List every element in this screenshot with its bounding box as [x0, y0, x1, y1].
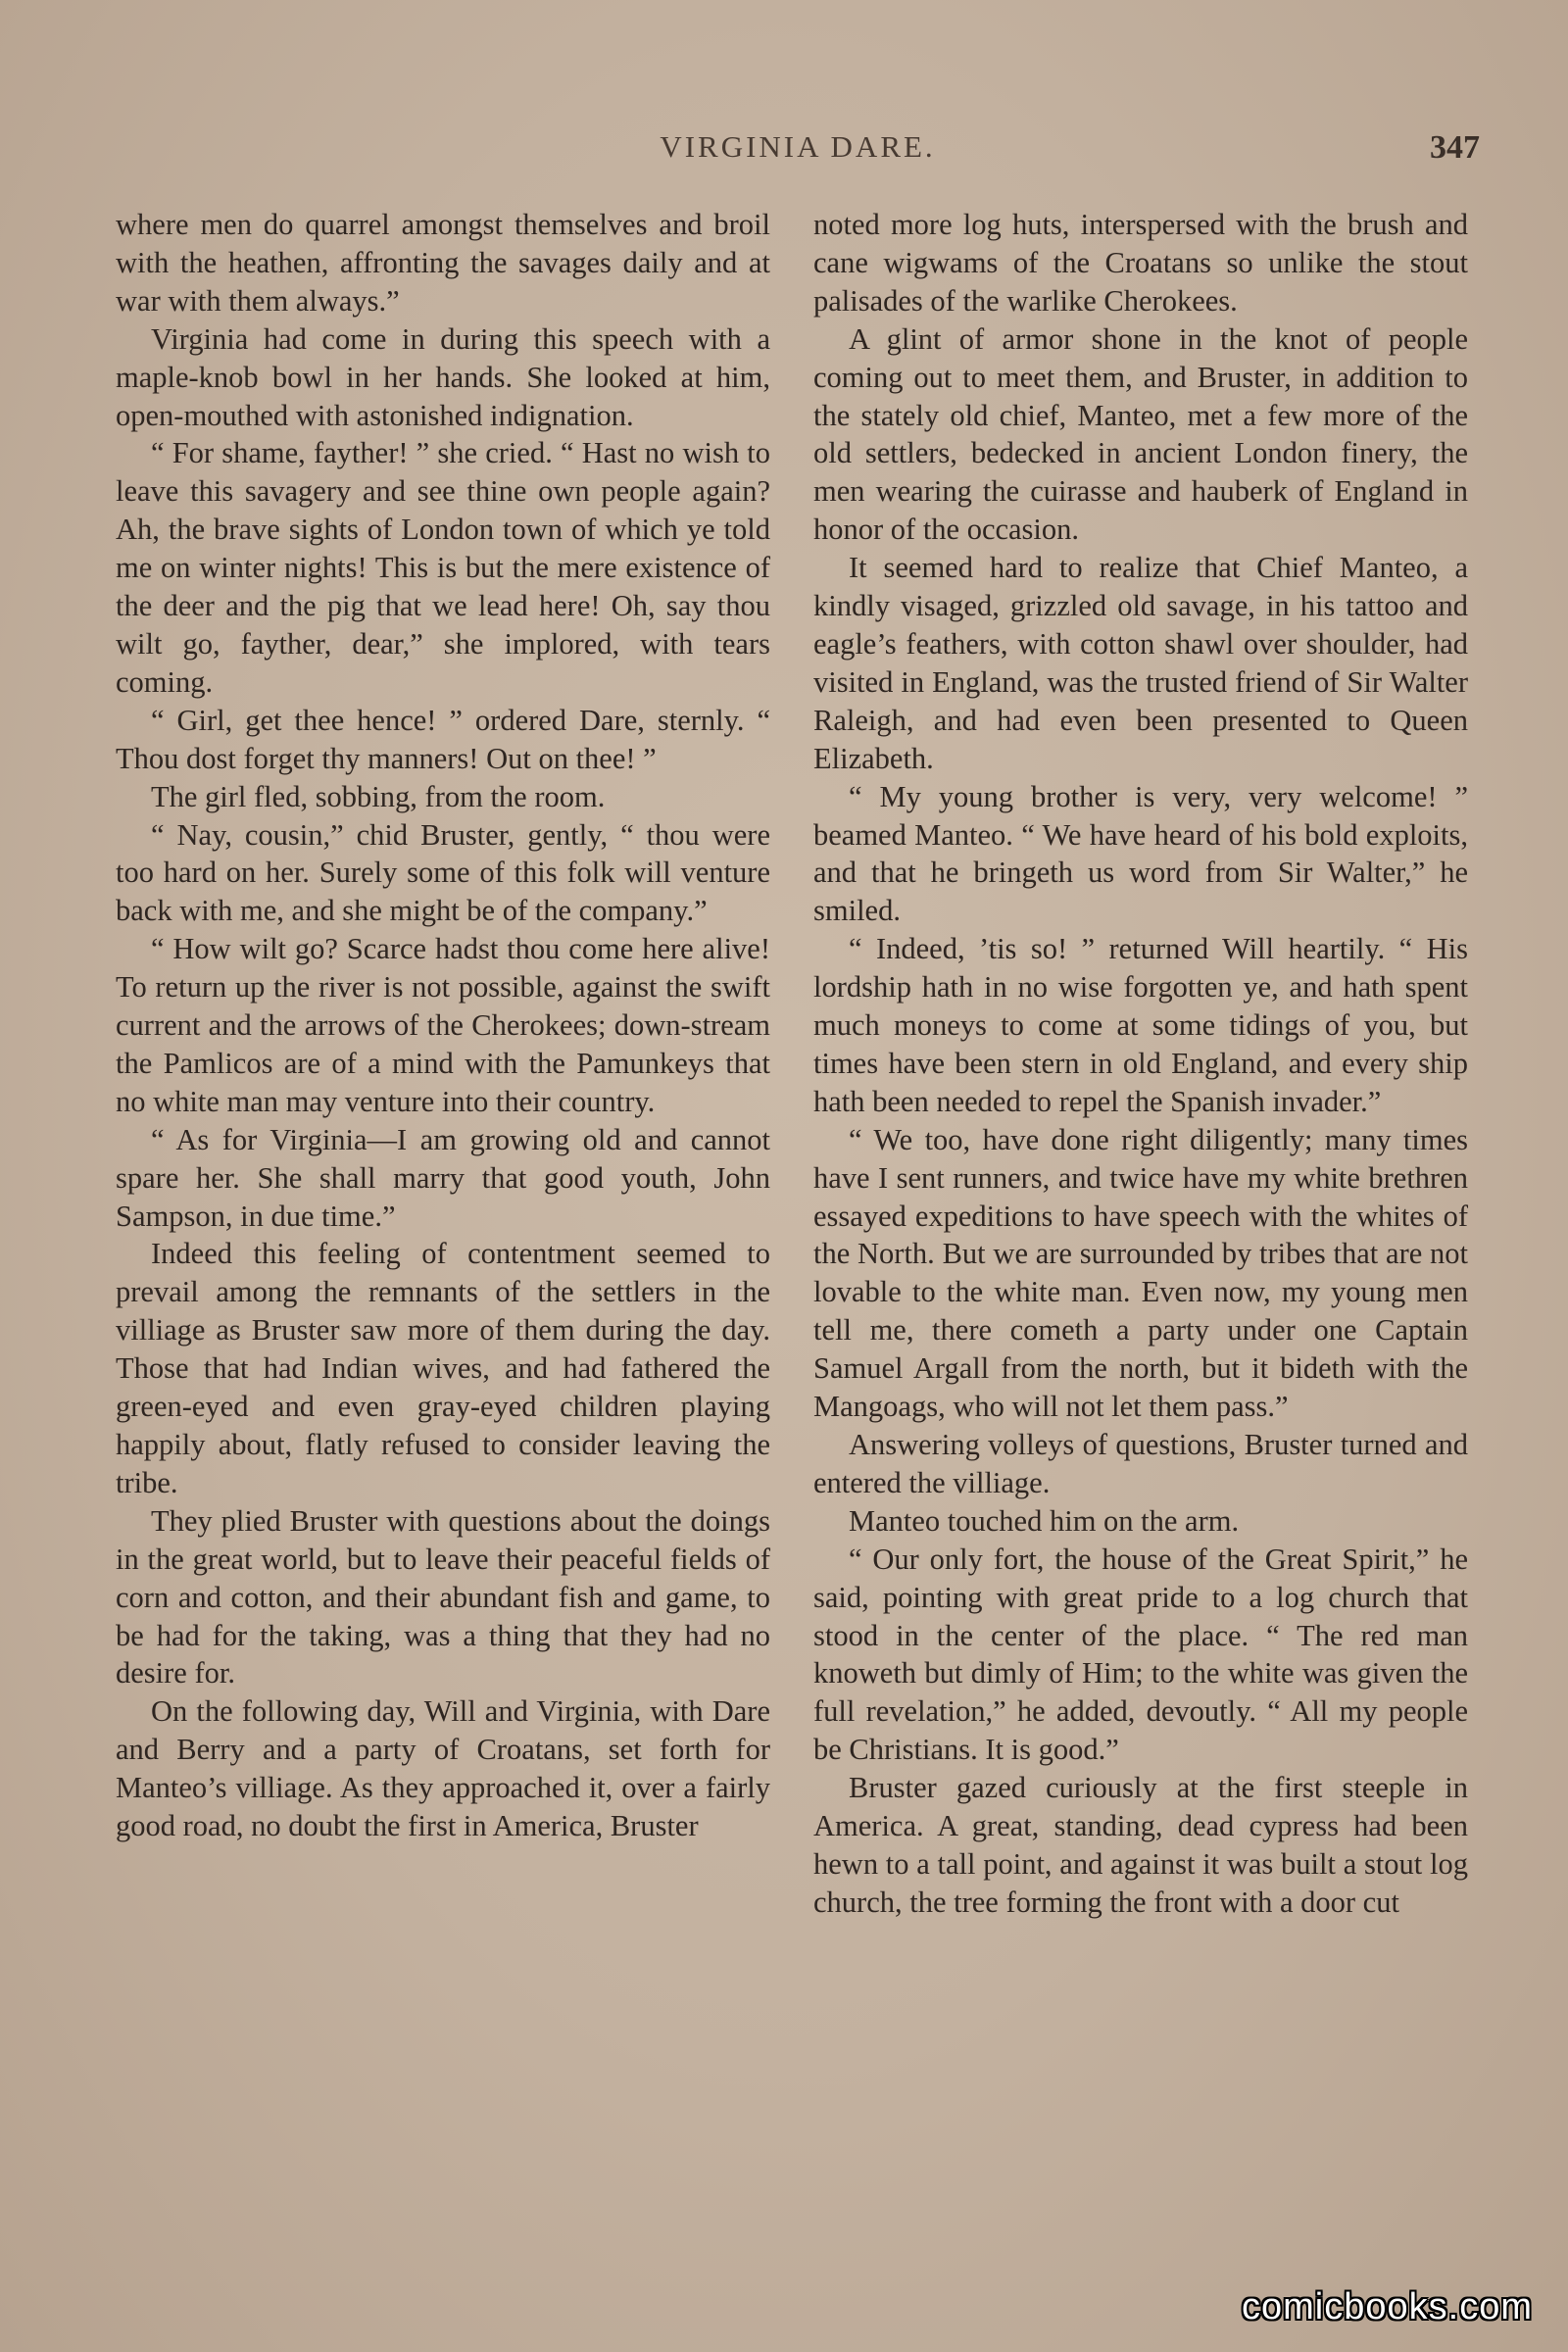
paragraph: where men do quarrel amongst themselves and broil with the heathen, affronting the savages daily and at war with them always.” [116, 208, 770, 318]
paragraph: Bruster gazed curiously at the first steeple in America. A great, standing, dead cypress had been hewn to a tall point, and against it was built a stout log church, the tree forming the front with a door cut [813, 1771, 1468, 1919]
paragraph: They plied Bruster with questions about the doings in the great world, but to leave their peaceful fields of corn and cotton, and their abundant fish and game, to be had for the taking, was a thing that they had no desire for. [116, 1503, 770, 1690]
paragraph: A glint of armor shone in the knot of people coming out to meet them, and Bruster, in addition to the stately old chief, Manteo, met a few more of the old settlers, bedecked in ancient London finery, the men wearing the cuirasse and hauberk of England in honor of the occasion. [813, 321, 1468, 547]
running-title: VIRGINIA DARE. [660, 129, 936, 164]
paragraph: On the following day, Will and Virginia, with Dare and Berry and a party of Croatans, set forth for Manteo’s villiage. As they approached it, over a fairly good road, no doubt the first in America, Bruster [116, 1694, 770, 1843]
left-column [116, 206, 770, 1845]
paragraph: Virginia had come in during this speech with a maple-knob bowl in her hands. She looked at him, open-mouthed with astonished indignation. [116, 321, 770, 432]
paragraph: Indeed this feeling of contentment seemed to prevail among the remnants of the settlers in the villiage as Bruster saw more of them during the day. Those that had Indian wives, and had fathered the green-eyed and even gray-eyed children playing happily about, flatly refused to consider leaving the tribe. [116, 1237, 770, 1499]
paragraph: noted more log huts, interspersed with the brush and cane wigwams of the Croatans so unlike the stout palisades of the warlike Cherokees. [813, 208, 1468, 318]
paragraph: “ For shame, fayther! ” she cried. “ Hast no wish to leave this savagery and see thine own people again? Ah, the brave sights of London town of which ye told me on winter nights! This is but the mere existence of the deer and the pig that we lead here! Oh, say thou wilt go, fayther, dear,” she implored, with tears coming. [116, 436, 770, 699]
paragraph: “ Nay, cousin,” chid Bruster, gently, “ thou were too hard on her. Surely some of this folk will venture back with me, and she might be of the company.” [116, 817, 770, 928]
paragraph: Answering volleys of questions, Bruster turned and entered the villiage. [813, 1428, 1468, 1499]
paragraph: Manteo touched him on the arm. [849, 1503, 1240, 1538]
right-column [813, 206, 1468, 1922]
running-header [116, 129, 1480, 178]
paragraph: The girl fled, sobbing, from the room. [151, 779, 606, 813]
watermark: comicbooks.com [1242, 2286, 1533, 2328]
page-number: 347 [1430, 129, 1480, 166]
paragraph: “ Girl, get thee hence! ” ordered Dare, sternly. “ Thou dost forget thy manners! Out on thee! ” [116, 703, 770, 775]
paragraph: It seemed hard to realize that Chief Manteo, a kindly visaged, grizzled old savage, in his tattoo and eagle’s feathers, with cotton shawl over shoulder, had visited in England, was the trusted friend of Sir Walter Raleigh, and had even been presented to Queen Elizabeth. [813, 551, 1468, 775]
paragraph: “ My young brother is very, very welcome! ” beamed Manteo. “ We have heard of his bold exploits, and that he bringeth us word from Sir Walter,” he smiled. [813, 779, 1468, 928]
paragraph: “ We too, have done right diligently; many times have I sent runners, and twice have my white brethren essayed expeditions to have speech with the whites of the North. But we are surrounded by tribes that are not lovable to the white man. Even now, my young men tell me, there cometh a party under one Captain Samuel Argall from the north, but it bideth with the Mangoags, who will not let them pass.” [813, 1122, 1468, 1424]
paragraph: “ As for Virginia—I am growing old and cannot spare her. She shall marry that good youth, John Sampson, in due time.” [116, 1122, 770, 1233]
paragraph: “ Our only fort, the house of the Great Spirit,” he said, pointing with great pride to a log church that stood in the center of the place. “ The red man knoweth but dimly of Him; to the white was given the full revelation,” he added, devoutly. “ All my people be Christians. It is good.” [813, 1542, 1468, 1767]
paragraph: “ Indeed, ’tis so! ” returned Will heartily. “ His lordship hath in no wise forgotten ye, and hath spent much moneys to come at some tidings of you, but times have been stern in old England, and every ship hath been needed to repel the Spanish invader.” [813, 932, 1468, 1118]
paragraph: “ How wilt go? Scarce hadst thou come here alive! To return up the river is not possible, against the swift current and the arrows of the Cherokees; down-stream the Pamlicos are of a mind with the Pamunkeys that no white man may venture into their country. [116, 932, 770, 1118]
